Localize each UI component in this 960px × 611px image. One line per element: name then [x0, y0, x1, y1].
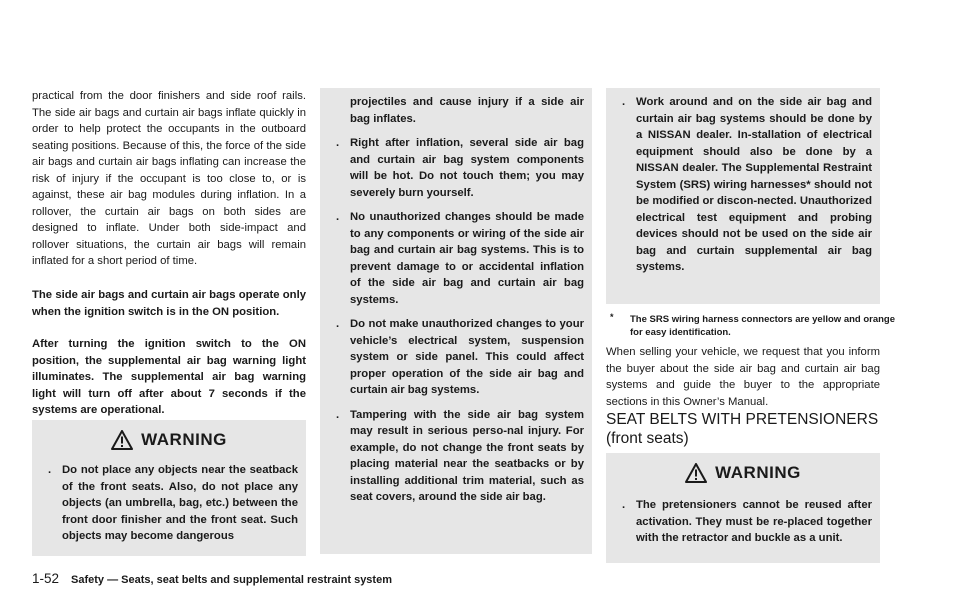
- ignition-note: The side air bags and curtain air bags operate only when the ignition switch is in the ON position.: [32, 289, 306, 318]
- warning-list-2: [320, 88, 592, 506]
- section-heading: [606, 410, 880, 448]
- bullet: .: [336, 408, 340, 421]
- warning-header: [606, 453, 880, 493]
- page-footer: [32, 571, 392, 586]
- bullet: .: [336, 318, 340, 330]
- footnote: [606, 313, 904, 339]
- intro-paragraph: practical from the door finishers and side roof rails. The side air bags and curtain air bags inflate quickly in order to help protect the occupants in the outboard seating positions. Because of this, the force of the side air bags and curtain air bags inflating can increase the risk of injury if the occupant is too close to, or is against, these air bag modules during inflation. In a rollover, the curtain air bags on both sides are designed to inflate. Under both side-impact and rollover situations, the curtain air bags will remain inflated for a short period of time.: [32, 90, 306, 267]
- bullet: .: [336, 137, 340, 149]
- warning-item: . Right after inflation, several side air bag and curtain air bag system components will be hot. Do not touch them; you may severely burn yourself.: [336, 137, 584, 199]
- warning-title: WARNING: [141, 430, 227, 449]
- bullet: .: [336, 211, 340, 223]
- bullet: .: [48, 464, 52, 476]
- warning-triangle-icon: [111, 430, 133, 450]
- warning-item: . Do not make unauthorized changes to your vehicle’s electrical system, suspension system or side panel. This could affect proper operation of the side air bag and curtain air bag systems.: [336, 318, 584, 396]
- warning-title: WARNING: [715, 463, 801, 482]
- warning-item: . Do not place any objects near the seatback of the front seats. Also, do not place any objects (an umbrella, bag, etc.) between the front door finisher and the front seat. Such objects may become dangerous: [48, 464, 298, 542]
- warning-box-1: [32, 420, 306, 556]
- warning-box-1-end: [606, 88, 880, 304]
- section-title-line-2: (front seats): [606, 430, 689, 447]
- warning-item: . No unauthorized changes should be made to any components or wiring of the side air bag and curtain air bag systems. This is to prevent damage to or accidental inflation of the side air bag and curtain air bag systems.: [336, 211, 584, 306]
- page-number: 1-52: [32, 571, 60, 586]
- footnote-mark: *: [610, 312, 614, 322]
- warning-header: [32, 420, 306, 460]
- warning-list-3: [606, 88, 880, 276]
- warning-box-1-continued: [320, 88, 592, 554]
- section-title-line-1: SEAT BELTS WITH PRETENSIONERS: [606, 411, 879, 428]
- warning-item: . Tampering with the side air bag system may result in serious perso-nal injury. For example, do not change the front seats by placing material near the seatbacks or by installing additional trim material, such as seat covers, around the side air bag.: [336, 408, 584, 503]
- warning-item: . Work around and on the side air bag and curtain air bag systems should be done by a NISSAN dealer. In-stallation of electrical equipment should also be done by a NISSAN dealer. The Supplemental Restraint System (SRS) wiring harnesses* should not be modified or discon-nected. Unauthorized electrical test equipment and probing devices should not be used on the side air bag and curtain supplemental air bag systems.: [622, 96, 872, 273]
- bullet: .: [622, 96, 626, 108]
- bullet: .: [622, 499, 626, 511]
- warning-light-note: After turning the ignition switch to the ON position, the supplemental air bag warning light illuminates. The supplemental air bag warning light will turn off after about 7 seconds if the systems are operational.: [32, 338, 306, 416]
- selling-paragraph: When selling your vehicle, we request that you inform the buyer about the side air bag and curtain air bag systems and guide the buyer to the appropriate sections in this Owner’s Manual.: [606, 346, 880, 408]
- warning-triangle-icon: [685, 463, 707, 483]
- warning-item-continued: projectiles and cause injury if a side air bag inflates.: [350, 96, 584, 125]
- warning-list-4: [606, 497, 880, 547]
- warning-list-1: [32, 462, 306, 545]
- warning-item: . The pretensioners cannot be reused after activation. They must be re-placed together with the retractor and buckle as a unit.: [622, 499, 872, 544]
- footnote-text: The SRS wiring harness connectors are yellow and orange for easy identification.: [630, 314, 896, 338]
- chapter-title: Safety — Seats, seat belts and supplemental restraint system: [71, 574, 392, 586]
- warning-box-2: [606, 453, 880, 563]
